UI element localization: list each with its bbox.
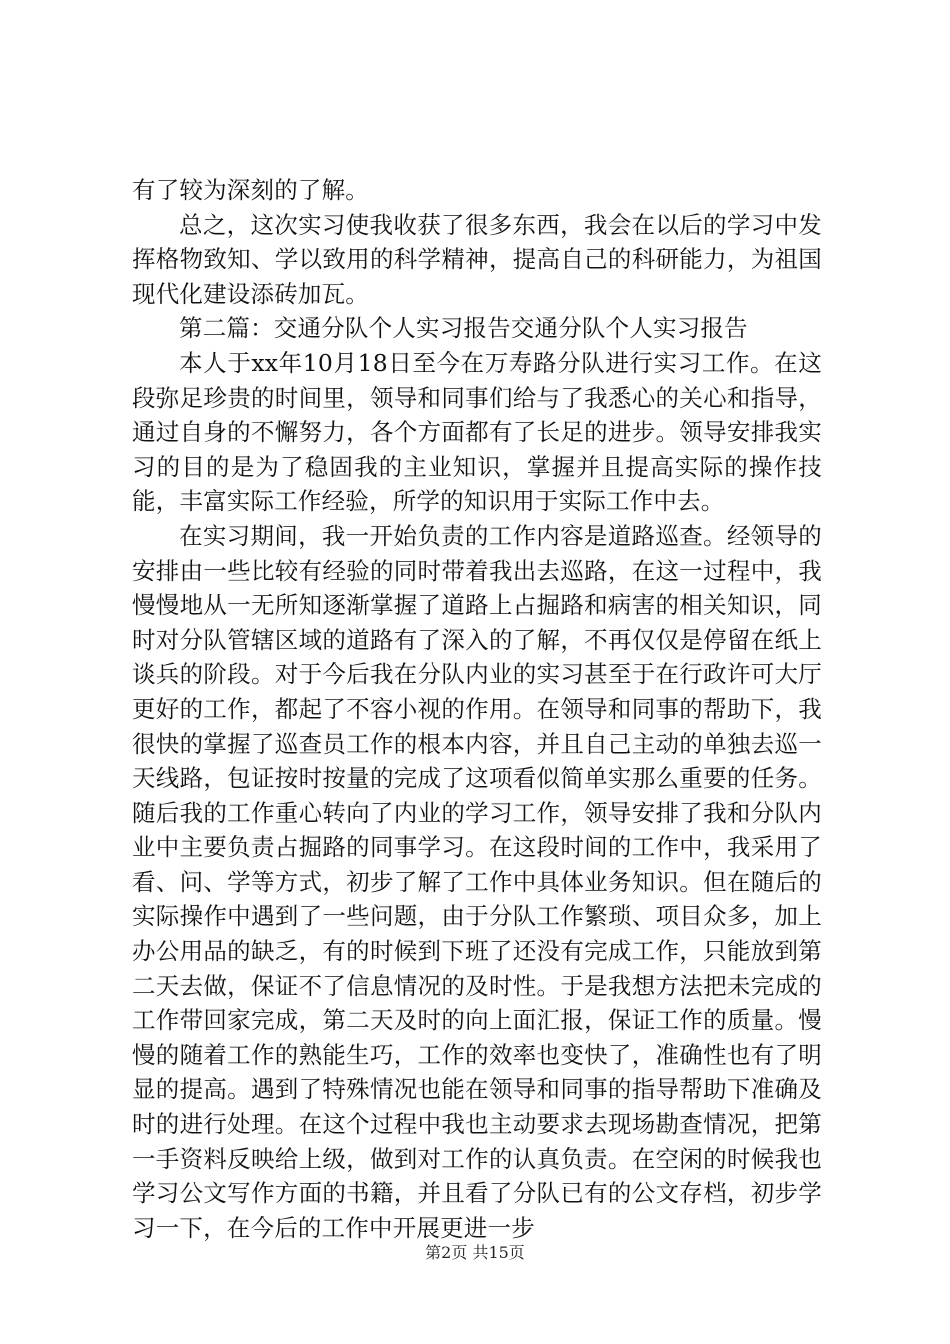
paragraph-internship: 在实习期间，我一开始负责的工作内容是道路巡查。经领导的安排由一些比较有经验的同时带着我出去巡路，在这一过程中，我慢慢地从一无所知逐渐掌握了道路上占掘路和病害的相关知识，同时对分队管辖区域的道路有了深入的了解，不再仅仅是停留在纸上谈兵的阶段。对于今后我在分队内业的实习甚至于在行政许可大厅更好的工作，都起了不容小视的作用。在领导和同事的帮助下，我很快的掌握了巡查员工作的根本内容，并且自己主动的单独去巡一天线路，包证按时按量的完成了这项看似简单实那么重要的任务。随后我的工作重心转向了内业的学习工作，领导安排了我和分队内业中主要负责占掘路的同事学习。在这段时间的工作中，我采用了看、问、学等方式，初步了解了工作中具体业务知识。但在随后的实际操作中遇到了一些问题，由于分队工作繁琐、项目众多，加上办公用品的缺乏，有的时候到下班了还没有完成工作，只能放到第二天去做，保证不了信息情况的及时性。于是我想方法把未完成的工作带回家完成，第二天及时的向上面汇报，保证工作的质量。慢慢的随着工作的熟能生巧，工作的效率也变快了，准确性也有了明显的提高。遇到了特殊情况也能在领导和同事的指导帮助下准确及时的进行处理。在这个过程中我也主动要求去现场勘查情况，把第一手资料反映给上级，做到对工作的认真负责。在空闲的时候我也学习公文写作方面的书籍，并且看了分队已有的公文存档，初步学习一下，在今后的工作中开展更进一步: [132, 521, 822, 1242]
paragraph-intro: 本人于xx年10月18日至今在万寿路分队进行实习工作。在这段弥足珍贵的时间里，领导和同事们给与了我悉心的关心和指导，通过自身的不懈努力，各个方面都有了长足的进步。领导安排我实习的目的是为了稳固我的主业知识，掌握并且提高实际的操作技能，丰富实际工作经验，所学的知识用于实际工作中去。: [132, 348, 822, 516]
document-body: [132, 173, 822, 1245]
paragraph-conclusion: 总之，这次实习使我收获了很多东西，我会在以后的学习中发挥格物致知、学以致用的科学精神，提高自己的科研能力，为祖国现代化建设添砖加瓦。: [132, 210, 822, 308]
section-heading: 第二篇：交通分队个人实习报告交通分队个人实习报告: [179, 314, 748, 343]
page-footer: 第2页 共15页: [425, 1243, 525, 1262]
paragraph-continuation: 有了较为深刻的了解。: [132, 176, 369, 204]
